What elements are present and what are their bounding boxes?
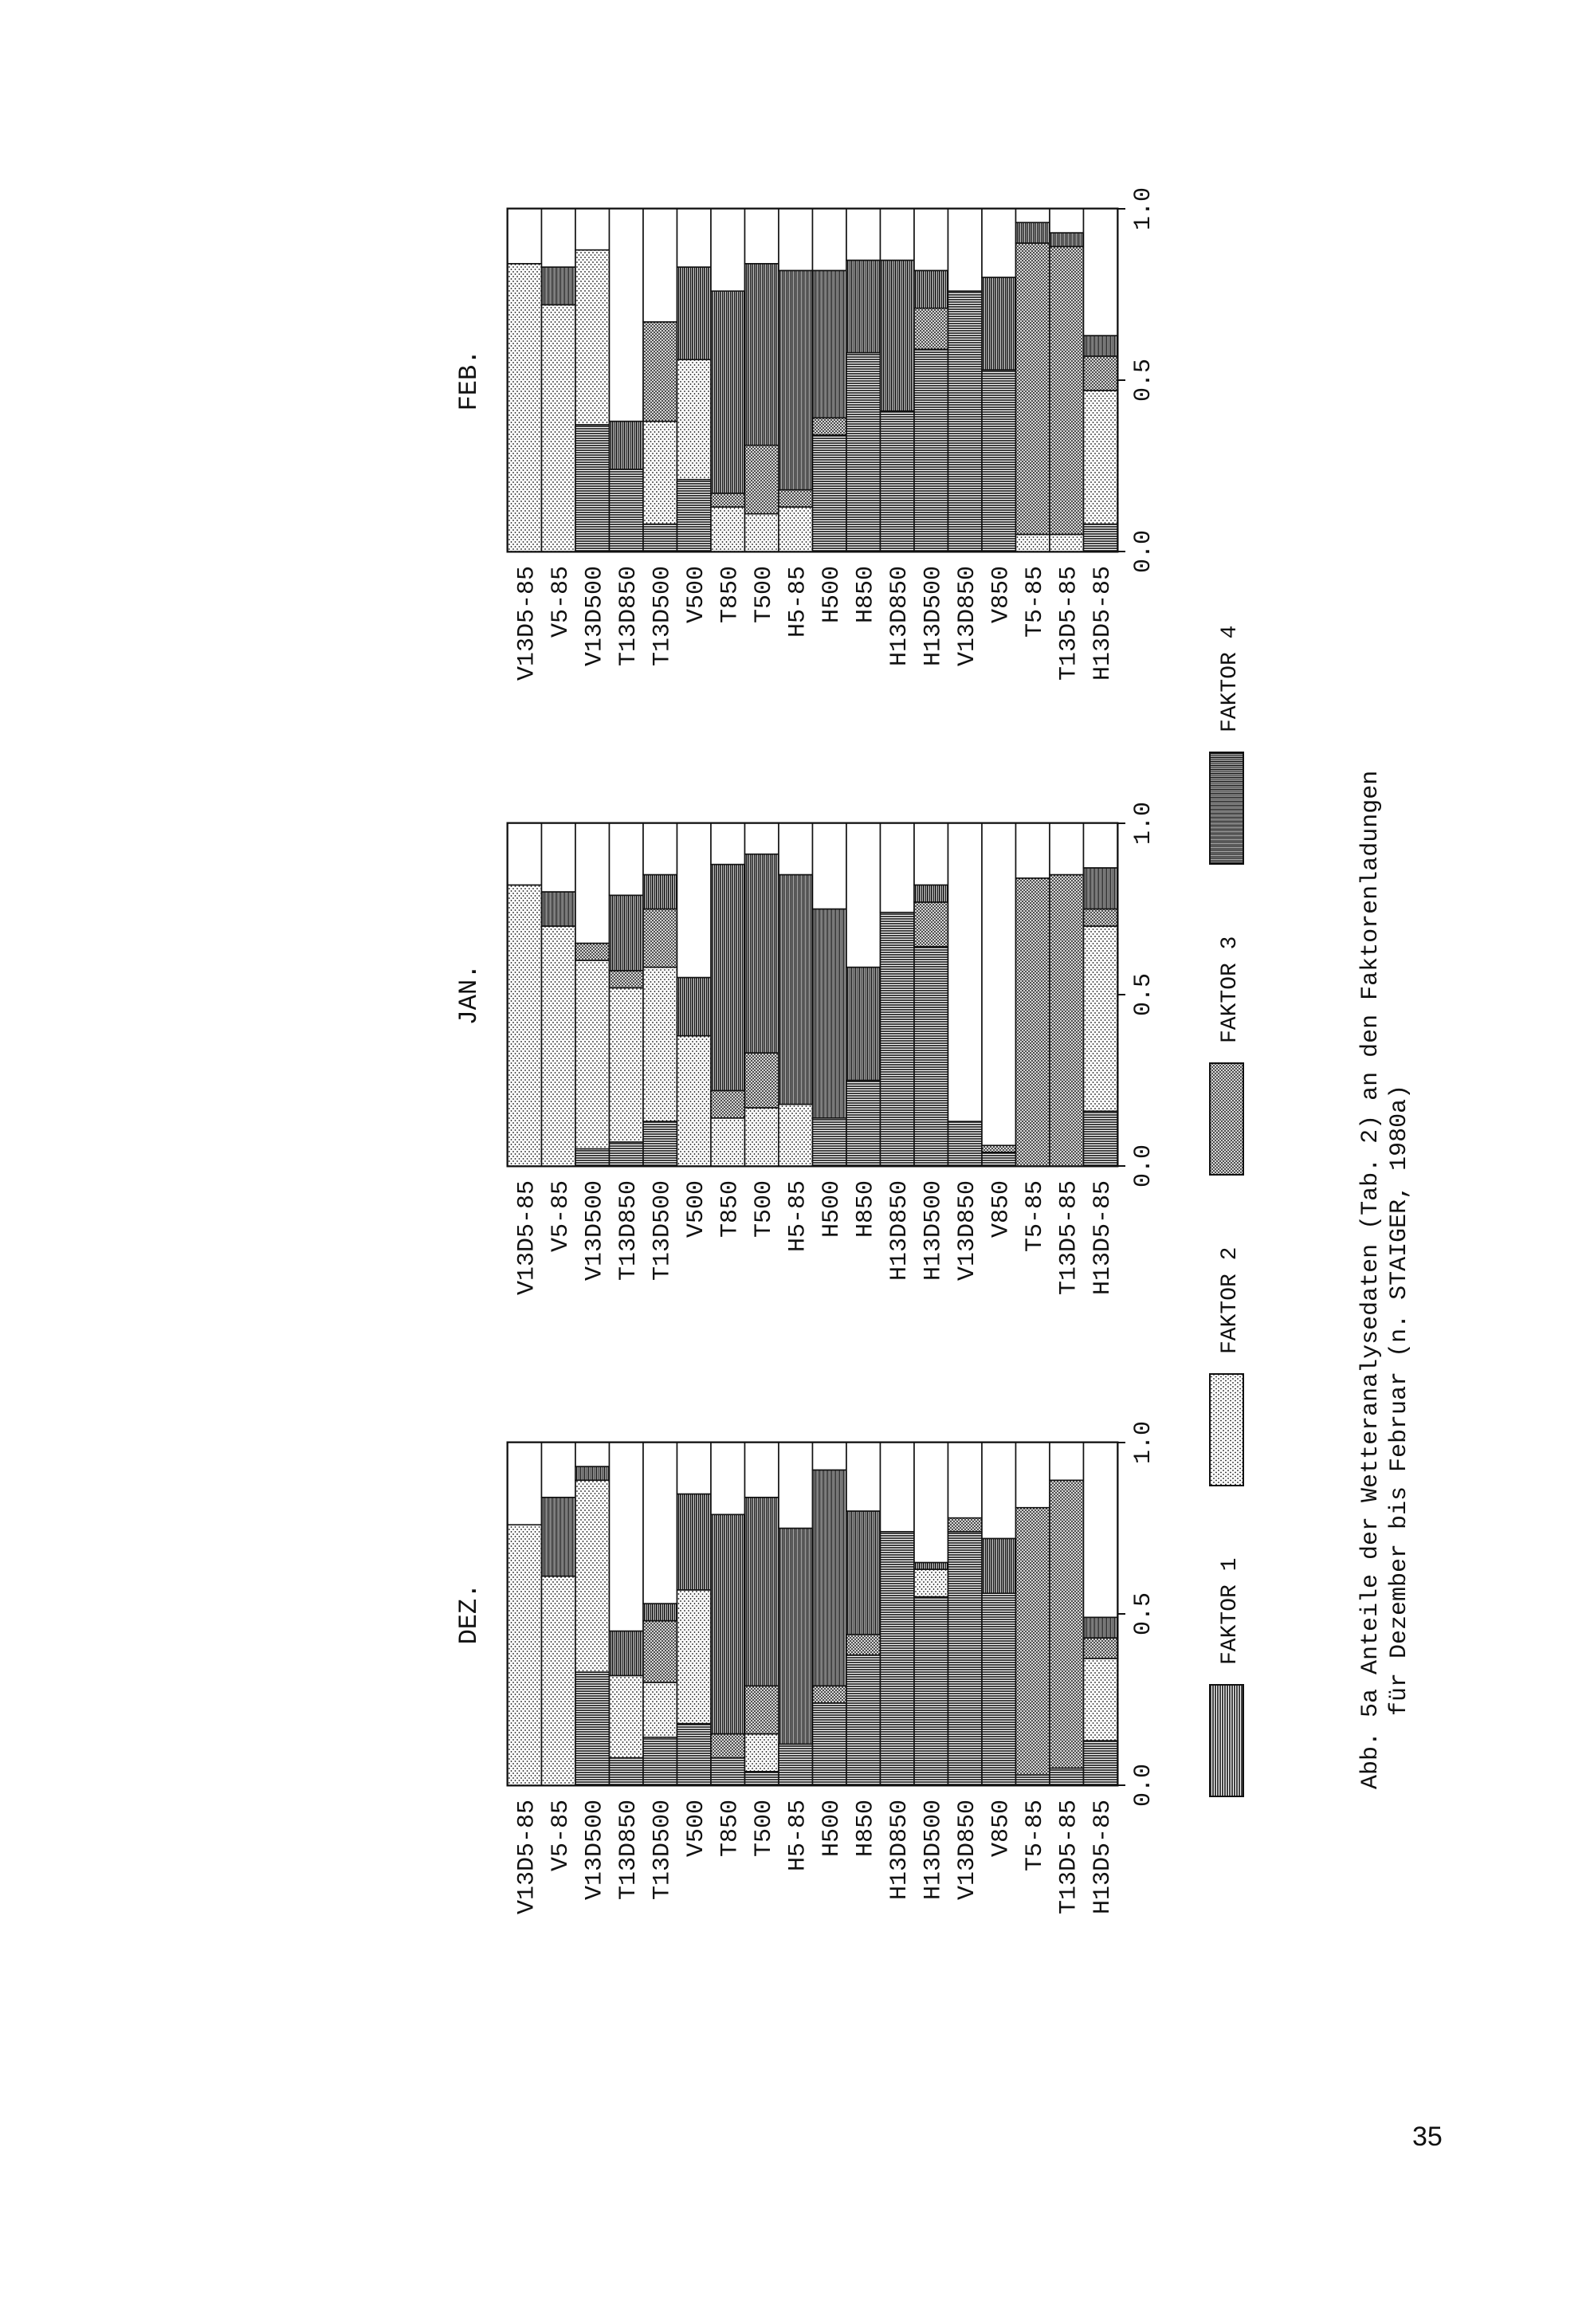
bar-faktor-4-v500 (677, 1494, 712, 1590)
category-label-t13d500: T13D500 (649, 566, 677, 667)
category-label-v13d5-85: V13D5-85 (513, 1800, 541, 1915)
caption-line-1: Abb. 5a Anteile der Wetteranalysedaten (Tab. 2) an den Faktorenladungen (1357, 770, 1384, 1789)
bar-remainder-h13d850 (881, 209, 915, 261)
bar-faktor-3-t5-85 (1016, 1508, 1050, 1775)
bar-faktor-4-h5-85 (779, 875, 813, 1105)
category-label-v500: V500 (682, 1800, 710, 1858)
bar-remainder-v13d850 (948, 823, 983, 1121)
bar-faktor-3-t500 (745, 1686, 779, 1733)
bar-faktor-3-h13d500 (914, 308, 948, 350)
tick-label-0-5: 0.5 (1130, 1592, 1157, 1636)
bar-faktor-1-h13d5-85 (1084, 1111, 1118, 1166)
bar-faktor-2-h13d500 (914, 1569, 948, 1596)
bar-faktor-4-t850 (711, 291, 745, 493)
bar-remainder-t5-85 (1016, 1443, 1050, 1508)
bar-faktor-4-h5-85 (779, 1529, 813, 1745)
bar-faktor-2-t13d5-85 (1050, 535, 1084, 552)
chart-title: DEZ. (454, 1583, 484, 1645)
bar-faktor-3-v13d850 (948, 1518, 983, 1532)
bar-faktor-1-t13d850 (610, 1142, 644, 1166)
bar-faktor-4-v850 (982, 277, 1016, 370)
bar-faktor-4-h500 (813, 909, 847, 1118)
value-axis-ticks (1117, 1421, 1157, 1807)
bars (508, 823, 1117, 1166)
category-label-h850: H850 (852, 566, 880, 624)
tick-label-0-5: 0.5 (1130, 358, 1157, 402)
bar-faktor-2-t500 (745, 514, 779, 552)
bar-faktor-1-t850 (711, 1758, 745, 1785)
bar-remainder-h13d500 (914, 823, 948, 885)
category-label-h500: H500 (818, 566, 846, 624)
bar-faktor-3-t13d500 (643, 1621, 677, 1682)
bar-remainder-v13d500 (575, 209, 610, 250)
bar-remainder-h13d850 (881, 1443, 915, 1532)
bar-faktor-2-t850 (711, 507, 745, 552)
tick-label-0-0: 0.0 (1130, 1144, 1157, 1188)
bar-faktor-3-t13d5-85 (1050, 1480, 1084, 1768)
bar-faktor-1-v850 (982, 1593, 1016, 1785)
legend-item-faktor-4 (1210, 626, 1243, 864)
legend-swatch-faktor-3 (1210, 1063, 1243, 1175)
tick-label-0-0: 0.0 (1130, 529, 1157, 574)
category-label-v850: V850 (987, 1180, 1015, 1239)
legend-label-faktor-2: FAKTOR 2 (1218, 1246, 1243, 1354)
bar-faktor-3-t5-85 (1016, 243, 1050, 535)
bar-remainder-h13d500 (914, 1443, 948, 1563)
category-label-h13d850: H13D850 (885, 1800, 913, 1901)
bar-remainder-h850 (846, 1443, 881, 1511)
category-label-t5-85: T5-85 (1021, 566, 1049, 638)
bar-faktor-3-t13d500 (643, 909, 677, 968)
bar-faktor-4-v5-85 (542, 1498, 576, 1576)
category-label-h13d850: H13D850 (885, 566, 913, 667)
category-label-v13d850: V13D850 (953, 1180, 981, 1282)
bar-faktor-2-t5-85 (1016, 535, 1050, 552)
category-label-v13d500: V13D500 (581, 1800, 609, 1901)
bar-faktor-1-h850 (846, 1081, 881, 1167)
category-label-t13d5-85: T13D5-85 (1055, 1180, 1083, 1296)
bar-faktor-3-h13d5-85 (1084, 909, 1118, 927)
bar-faktor-1-h13d850 (881, 411, 915, 552)
category-label-h500: H500 (818, 1800, 846, 1858)
bar-faktor-4-t5-85 (1016, 222, 1050, 243)
chart-title: JAN. (454, 964, 484, 1026)
tick-label-1-0: 1.0 (1130, 186, 1157, 231)
bar-faktor-3-t850 (711, 1734, 745, 1758)
bar-faktor-3-h13d5-85 (1084, 356, 1118, 391)
bar-faktor-1-h13d500 (914, 349, 948, 552)
bar-faktor-3-t850 (711, 1090, 745, 1117)
category-label-h13d500: H13D500 (920, 1180, 948, 1282)
category-label-h13d5-85: H13D5-85 (1089, 1800, 1117, 1915)
legend-label-faktor-1: FAKTOR 1 (1218, 1557, 1243, 1665)
legend-item-faktor-1 (1210, 1558, 1243, 1796)
bar-remainder-v13d5-85 (508, 1443, 542, 1525)
bar-faktor-4-t13d500 (643, 1604, 677, 1621)
category-label-h13d500: H13D500 (920, 566, 948, 667)
bar-faktor-4-v13d500 (575, 1466, 610, 1480)
bar-faktor-2-v13d500 (575, 250, 610, 425)
bar-faktor-2-h5-85 (779, 1105, 813, 1166)
bar-remainder-h5-85 (779, 209, 813, 270)
bar-faktor-2-t850 (711, 1118, 745, 1166)
bar-remainder-h500 (813, 209, 847, 270)
bars (508, 209, 1117, 552)
legend-label-faktor-4: FAKTOR 4 (1218, 625, 1243, 732)
bar-remainder-v500 (677, 209, 712, 267)
bar-faktor-1-t13d850 (610, 469, 644, 552)
bar-faktor-2-v13d5-85 (508, 1525, 542, 1785)
bar-faktor-4-t13d500 (643, 875, 677, 909)
bar-faktor-4-t500 (745, 1498, 779, 1686)
bar-faktor-2-t13d850 (610, 987, 644, 1142)
bar-remainder-v13d5-85 (508, 209, 542, 264)
bars (508, 1443, 1117, 1785)
category-label-t13d5-85: T13D5-85 (1055, 566, 1083, 681)
bar-remainder-v500 (677, 823, 712, 978)
bar-faktor-4-t500 (745, 264, 779, 446)
bar-faktor-4-h13d5-85 (1084, 1617, 1118, 1638)
category-label-t850: T850 (717, 1800, 744, 1858)
legend-item-faktor-3 (1210, 936, 1243, 1175)
bar-faktor-1-v13d500 (575, 1149, 610, 1167)
bar-faktor-2-h5-85 (779, 507, 813, 552)
category-labels (513, 1800, 1117, 1914)
category-label-v5-85: V5-85 (547, 566, 575, 638)
bar-remainder-h13d5-85 (1084, 823, 1118, 868)
category-label-t13d500: T13D500 (649, 1180, 677, 1282)
bar-faktor-2-t13d500 (643, 422, 677, 524)
bar-remainder-h500 (813, 1443, 847, 1470)
category-label-t13d850: T13D850 (614, 1800, 642, 1901)
bar-faktor-4-h13d850 (881, 261, 915, 411)
bar-faktor-1-h850 (846, 1655, 881, 1785)
bar-faktor-4-t500 (745, 854, 779, 1053)
category-label-v13d850: V13D850 (953, 566, 981, 667)
bar-faktor-4-t850 (711, 1514, 745, 1733)
legend-item-faktor-2 (1210, 1247, 1243, 1486)
category-label-v5-85: V5-85 (547, 1180, 575, 1253)
bar-faktor-4-t13d850 (610, 422, 644, 469)
bar-faktor-1-h500 (813, 1703, 847, 1785)
bar-remainder-t13d500 (643, 823, 677, 875)
bar-faktor-2-t500 (745, 1108, 779, 1166)
category-label-t13d500: T13D500 (649, 1800, 677, 1901)
bar-remainder-t5-85 (1016, 823, 1050, 878)
bar-faktor-1-h13d500 (914, 947, 948, 1166)
bar-faktor-4-v5-85 (542, 267, 576, 304)
bar-faktor-4-t13d5-85 (1050, 233, 1084, 246)
bar-faktor-3-h5-85 (779, 490, 813, 508)
category-label-v850: V850 (987, 566, 1015, 624)
bar-faktor-1-h500 (813, 435, 847, 552)
bar-faktor-2-t500 (745, 1734, 779, 1772)
bar-remainder-h5-85 (779, 823, 813, 875)
bar-remainder-v13d500 (575, 823, 610, 944)
caption-line-2: für Dezember bis Februar (n. STAIGER, 1980a) (1386, 1084, 1413, 1716)
bar-faktor-2-h13d5-85 (1084, 1659, 1118, 1741)
bar-remainder-v5-85 (542, 209, 576, 267)
category-label-h13d500: H13D500 (920, 1800, 948, 1901)
bar-faktor-2-t13d500 (643, 968, 677, 1122)
bar-faktor-4-h850 (846, 968, 881, 1081)
bar-faktor-3-t500 (745, 1053, 779, 1108)
category-label-t500: T500 (750, 1800, 778, 1858)
bar-faktor-3-h13d500 (914, 902, 948, 947)
bar-faktor-1-t13d5-85 (1050, 1769, 1084, 1786)
category-label-v5-85: V5-85 (547, 1800, 575, 1872)
bar-faktor-1-h13d500 (914, 1597, 948, 1786)
category-label-h850: H850 (852, 1800, 880, 1858)
bar-remainder-h500 (813, 823, 847, 909)
bar-faktor-3-v850 (982, 1145, 1016, 1152)
figure-caption (1357, 771, 1413, 1789)
bar-remainder-h5-85 (779, 1443, 813, 1529)
bar-faktor-1-h13d850 (881, 1532, 915, 1785)
bar-faktor-3-h500 (813, 1686, 847, 1703)
chart-panel-dez (454, 1421, 1157, 1914)
bar-faktor-3-t850 (711, 493, 745, 507)
bar-faktor-4-h500 (813, 270, 847, 418)
bar-remainder-t500 (745, 209, 779, 264)
bar-faktor-1-v13d850 (948, 1121, 983, 1166)
bar-remainder-t500 (745, 1443, 779, 1498)
bar-remainder-v13d850 (948, 209, 983, 291)
legend-label-faktor-3: FAKTOR 3 (1218, 936, 1243, 1043)
bar-remainder-h13d500 (914, 209, 948, 270)
bar-faktor-2-v13d500 (575, 960, 610, 1149)
bar-faktor-4-v5-85 (542, 892, 576, 926)
bar-remainder-t850 (711, 1443, 745, 1514)
legend-swatch-faktor-2 (1210, 1374, 1243, 1486)
bar-faktor-2-v5-85 (542, 1576, 576, 1785)
bar-faktor-1-v850 (982, 370, 1016, 552)
bar-remainder-t13d5-85 (1050, 1443, 1084, 1480)
bar-faktor-2-v500 (677, 1590, 712, 1724)
bar-faktor-1-v13d850 (948, 1532, 983, 1785)
bar-faktor-1-t5-85 (1016, 1775, 1050, 1785)
category-label-v850: V850 (987, 1800, 1015, 1858)
category-labels (513, 566, 1117, 681)
bar-faktor-1-t13d500 (643, 1121, 677, 1166)
bar-faktor-4-v850 (982, 1538, 1016, 1593)
bar-faktor-4-h13d5-85 (1084, 868, 1118, 909)
bar-faktor-4-t13d850 (610, 1631, 644, 1676)
bar-faktor-1-h5-85 (779, 1744, 813, 1785)
bar-faktor-1-t500 (745, 1772, 779, 1785)
category-label-h5-85: H5-85 (784, 566, 812, 638)
bar-remainder-t13d5-85 (1050, 823, 1084, 875)
bar-faktor-2-v500 (677, 1036, 712, 1166)
bar-faktor-1-h13d5-85 (1084, 1741, 1118, 1785)
bar-faktor-1-v500 (677, 480, 712, 552)
legend-swatch-faktor-4 (1210, 752, 1243, 864)
bar-faktor-2-v13d500 (575, 1480, 610, 1672)
bar-faktor-3-h850 (846, 1635, 881, 1655)
page-number: 35 (1412, 2122, 1443, 2152)
bar-faktor-4-h13d500 (914, 885, 948, 902)
bar-remainder-t13d500 (643, 1443, 677, 1604)
bar-faktor-3-h13d5-85 (1084, 1638, 1118, 1659)
bar-faktor-3-t13d850 (610, 971, 644, 988)
bar-faktor-2-v5-85 (542, 926, 576, 1166)
bar-remainder-t13d850 (610, 209, 644, 422)
bar-remainder-h850 (846, 209, 881, 261)
bar-remainder-v13d5-85 (508, 823, 542, 885)
bar-remainder-v5-85 (542, 823, 576, 892)
legend-swatch-faktor-1 (1210, 1685, 1243, 1796)
category-label-v500: V500 (682, 1180, 710, 1239)
category-label-v500: V500 (682, 566, 710, 624)
bar-faktor-2-v13d5-85 (508, 885, 542, 1166)
category-label-v13d500: V13D500 (581, 566, 609, 667)
category-label-t13d850: T13D850 (614, 566, 642, 667)
bar-remainder-h13d850 (881, 823, 915, 913)
bar-faktor-2-v5-85 (542, 304, 576, 552)
bar-faktor-3-t5-85 (1016, 878, 1050, 1166)
tick-label-0-5: 0.5 (1130, 972, 1157, 1017)
bar-faktor-2-t13d850 (610, 1675, 644, 1757)
bar-remainder-v500 (677, 1443, 712, 1494)
category-label-t850: T850 (717, 566, 744, 624)
bar-remainder-v850 (982, 823, 1016, 1145)
bar-remainder-t500 (745, 823, 779, 854)
bar-remainder-t5-85 (1016, 209, 1050, 222)
category-label-v13d500: V13D500 (581, 1180, 609, 1282)
bar-remainder-t13d850 (610, 1443, 644, 1631)
bar-faktor-4-h5-85 (779, 270, 813, 489)
tick-label-0-0: 0.0 (1130, 1763, 1157, 1808)
bar-faktor-1-h850 (846, 353, 881, 552)
bar-faktor-1-v13d850 (948, 291, 983, 552)
category-label-v13d850: V13D850 (953, 1800, 981, 1901)
category-label-t13d850: T13D850 (614, 1180, 642, 1282)
category-label-t5-85: T5-85 (1021, 1800, 1049, 1872)
bar-remainder-h13d5-85 (1084, 209, 1118, 336)
category-label-t5-85: T5-85 (1021, 1180, 1049, 1253)
bar-remainder-t850 (711, 209, 745, 291)
bar-remainder-t13d500 (643, 209, 677, 322)
category-label-h13d5-85: H13D5-85 (1089, 566, 1117, 681)
bar-faktor-1-h500 (813, 1118, 847, 1166)
bar-faktor-3-v13d500 (575, 944, 610, 961)
bar-faktor-1-h13d5-85 (1084, 524, 1118, 552)
category-label-v13d5-85: V13D5-85 (513, 566, 541, 681)
bar-faktor-4-h500 (813, 1470, 847, 1686)
bar-faktor-1-t13d850 (610, 1758, 644, 1785)
bar-remainder-t13d5-85 (1050, 209, 1084, 233)
bar-remainder-v13d500 (575, 1443, 610, 1466)
bar-faktor-4-v500 (677, 978, 712, 1036)
tick-label-1-0: 1.0 (1130, 1420, 1157, 1465)
bar-faktor-3-t13d5-85 (1050, 875, 1084, 1167)
tick-label-1-0: 1.0 (1130, 801, 1157, 846)
bar-faktor-4-h850 (846, 261, 881, 353)
bar-remainder-v13d850 (948, 1443, 983, 1518)
category-label-v13d5-85: V13D5-85 (513, 1180, 541, 1296)
bar-faktor-2-v500 (677, 359, 712, 480)
bar-faktor-1-h13d850 (881, 913, 915, 1166)
bar-faktor-1-v500 (677, 1724, 712, 1785)
bar-remainder-t850 (711, 823, 745, 865)
category-label-t850: T850 (717, 1180, 744, 1239)
bar-faktor-4-h13d500 (914, 270, 948, 308)
category-label-h500: H500 (818, 1180, 846, 1239)
chart-panel-jan (454, 802, 1157, 1295)
category-label-h13d5-85: H13D5-85 (1089, 1180, 1117, 1296)
bar-remainder-v850 (982, 1443, 1016, 1538)
bar-remainder-t13d850 (610, 823, 644, 895)
bar-faktor-3-t13d5-85 (1050, 246, 1084, 534)
category-label-t13d5-85: T13D5-85 (1055, 1800, 1083, 1915)
category-label-h850: H850 (852, 1180, 880, 1239)
value-axis-ticks (1117, 187, 1157, 573)
bar-remainder-h13d5-85 (1084, 1443, 1118, 1617)
bar-faktor-4-h850 (846, 1511, 881, 1635)
bar-faktor-2-h13d5-85 (1084, 391, 1118, 524)
bar-faktor-1-v13d500 (575, 425, 610, 552)
bar-faktor-3-t500 (745, 446, 779, 514)
bar-remainder-v5-85 (542, 1443, 576, 1498)
category-label-h13d850: H13D850 (885, 1180, 913, 1282)
category-label-t500: T500 (750, 566, 778, 624)
category-labels (513, 1180, 1117, 1295)
value-axis-ticks (1117, 802, 1157, 1188)
bar-faktor-2-h13d5-85 (1084, 926, 1118, 1111)
bar-remainder-h850 (846, 823, 881, 968)
bar-faktor-4-h13d500 (914, 1563, 948, 1570)
chart-title: FEB. (454, 349, 484, 411)
legend (1210, 626, 1243, 1796)
bar-faktor-2-v13d5-85 (508, 264, 542, 552)
bar-faktor-3-t13d500 (643, 322, 677, 422)
bar-faktor-4-t13d850 (610, 895, 644, 971)
bar-remainder-v850 (982, 209, 1016, 277)
category-label-t500: T500 (750, 1180, 778, 1239)
bar-faktor-4-v500 (677, 267, 712, 359)
bar-faktor-4-h13d5-85 (1084, 336, 1118, 356)
bar-faktor-3-h500 (813, 418, 847, 435)
bar-faktor-4-t850 (711, 865, 745, 1091)
bar-faktor-1-t13d500 (643, 1737, 677, 1785)
chart-panel-feb (454, 187, 1157, 681)
category-label-h5-85: H5-85 (784, 1800, 812, 1872)
bar-faktor-2-t13d500 (643, 1682, 677, 1737)
bar-faktor-1-v850 (982, 1152, 1016, 1166)
bar-faktor-1-v13d500 (575, 1672, 610, 1785)
category-label-h5-85: H5-85 (784, 1180, 812, 1253)
bar-faktor-1-t13d500 (643, 524, 677, 552)
